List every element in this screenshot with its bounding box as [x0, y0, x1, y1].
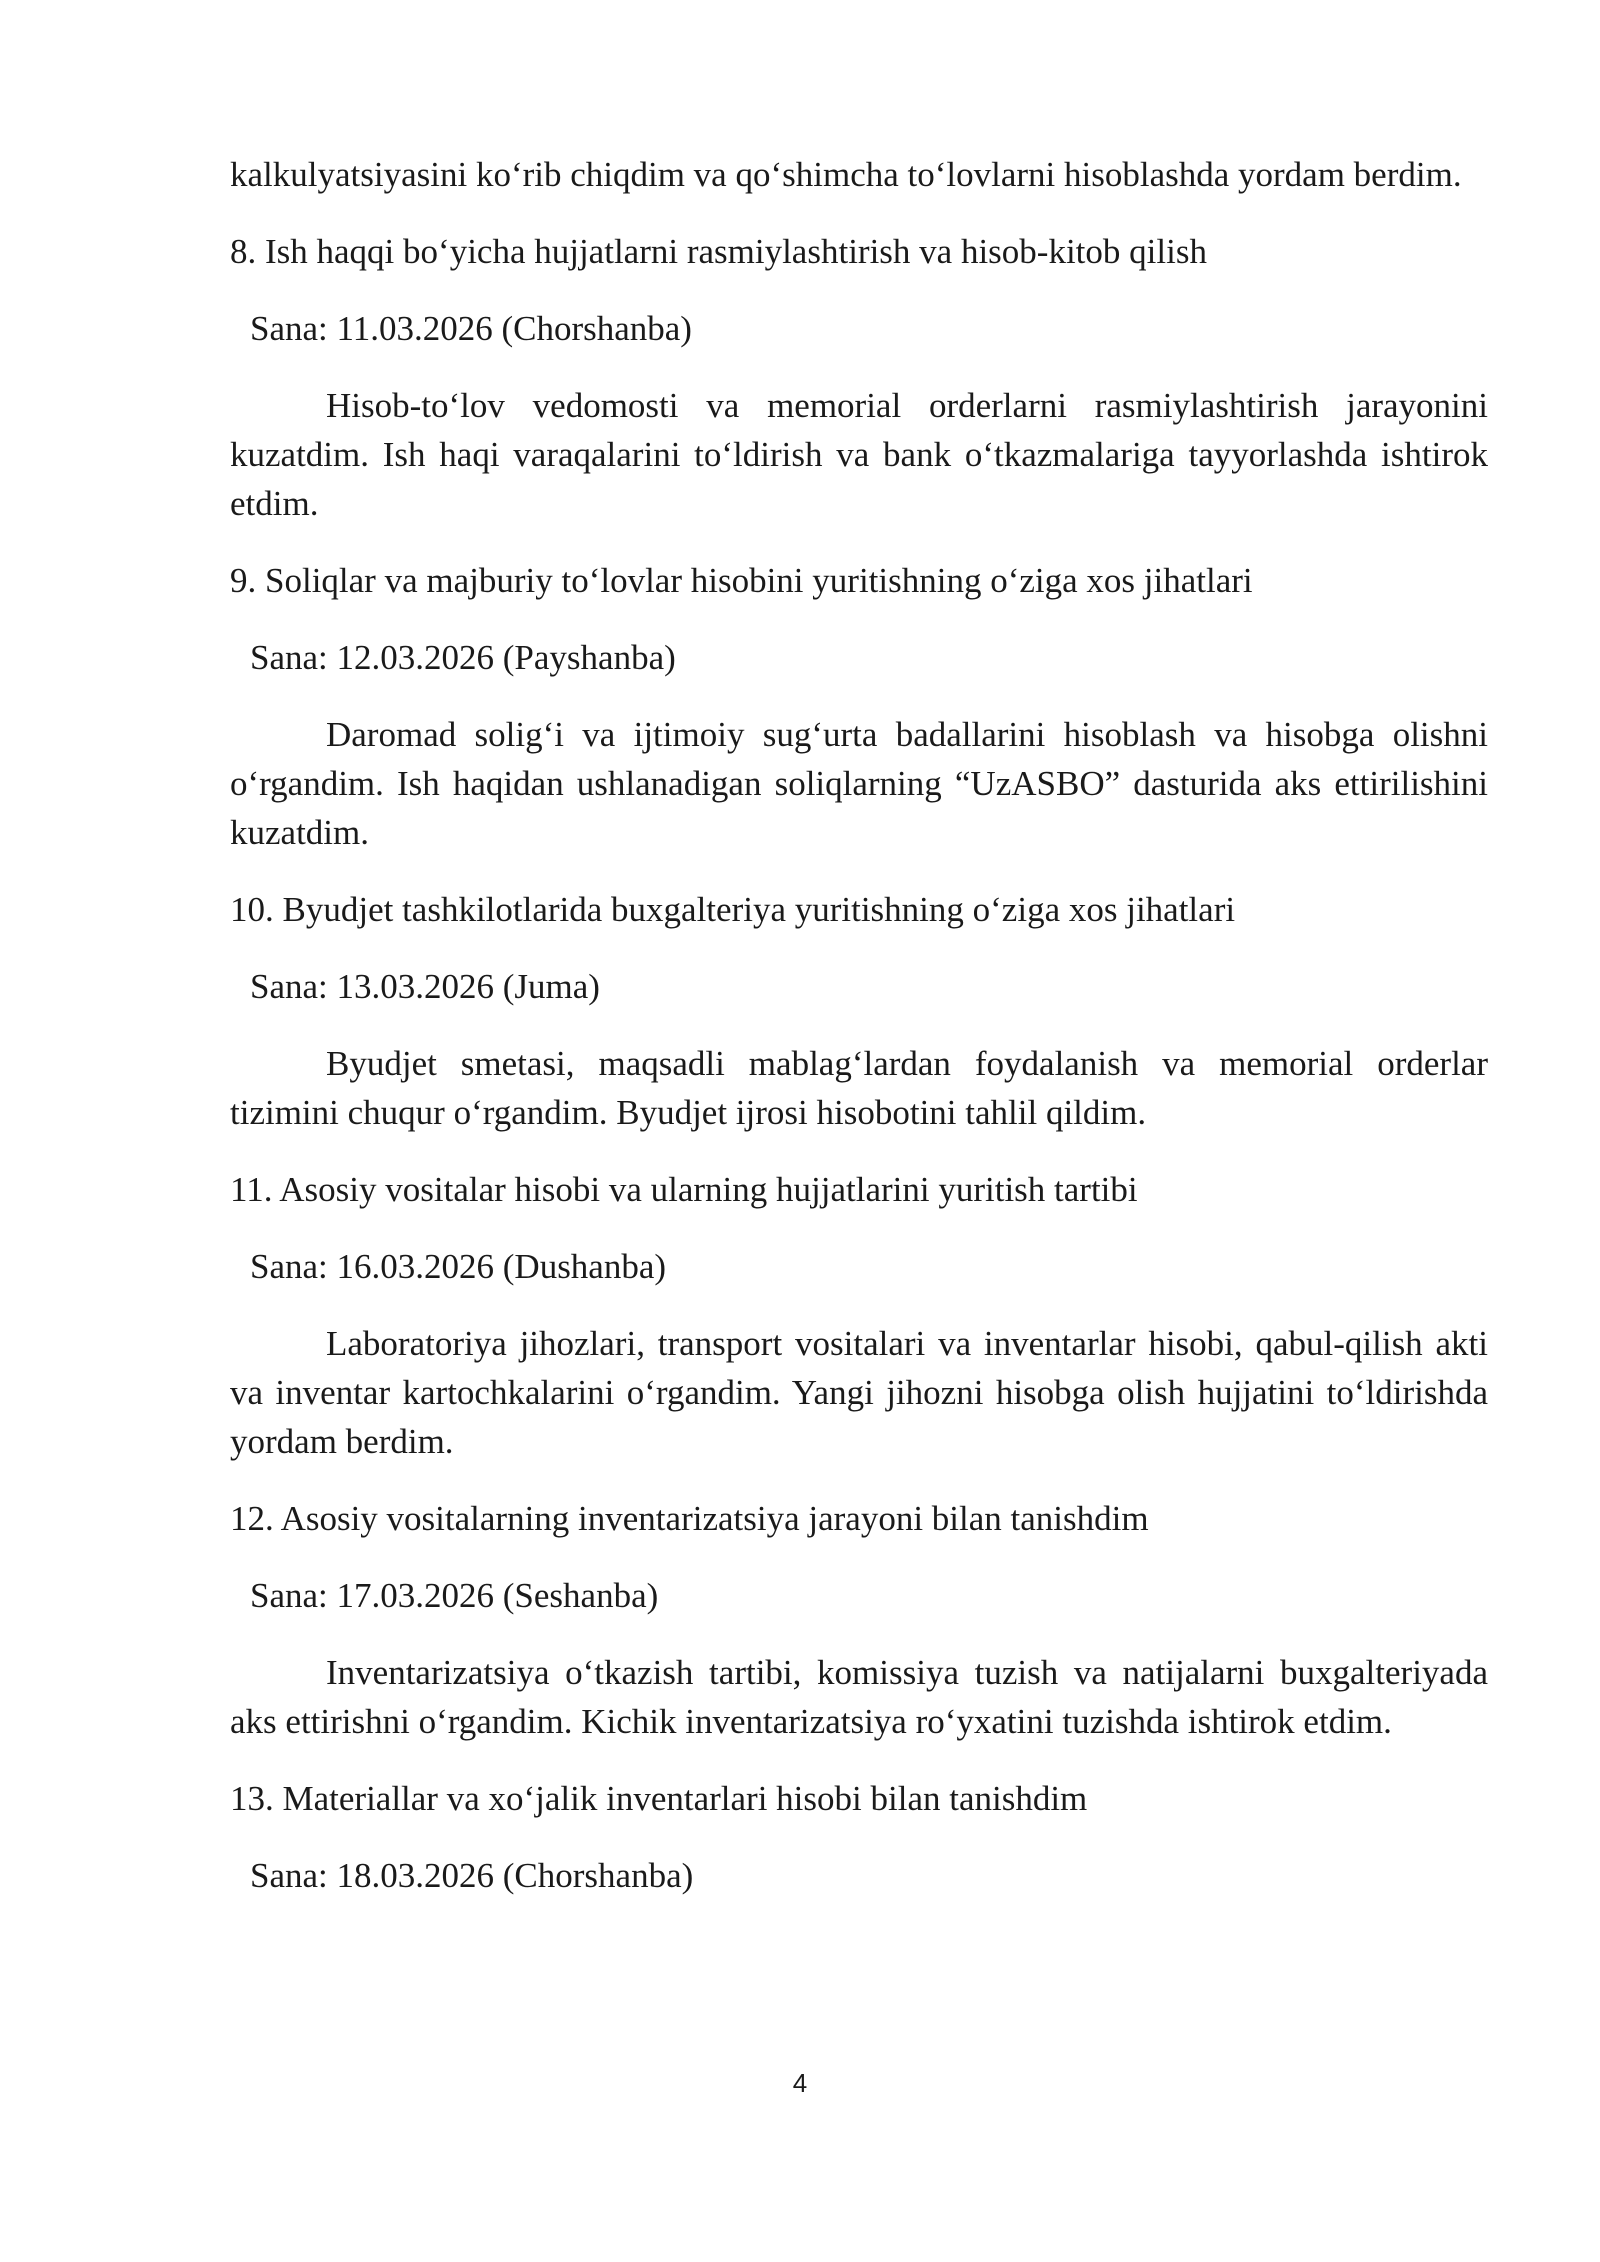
entry-text: Daromad solig‘i va ijtimoiy sug‘urta badallarini hisoblash va hisobga olishni o‘rgandim. Ish haqidan ushlanadigan soliqlarning “UzASBO” dasturida aks ettirilishini kuzatdim.	[230, 715, 1488, 852]
entry-text: Hisob-to‘lov vedomosti va memorial orderlarni rasmiylashtirish jarayonini kuzatdim. Ish haqi varaqalarini to‘ldirish va bank o‘tkazmalariga tayyorlashda ishtirok etdim.	[230, 386, 1488, 523]
entry-heading: 9. Soliqlar va majburiy to‘lovlar hisobini yuritishning o‘ziga xos jihatlari	[230, 561, 1253, 600]
entry-date: Sana: 13.03.2026 (Juma)	[250, 967, 600, 1006]
page-number: 4	[792, 2068, 808, 2098]
entry-heading: 12. Asosiy vositalarning inventarizatsiya jarayoni bilan tanishdim	[230, 1499, 1149, 1538]
entry-10	[230, 885, 1488, 1137]
entry-heading: 8. Ish haqqi bo‘yicha hujjatlarni rasmiylashtirish va hisob-kitob qilish	[230, 232, 1207, 271]
entry-date: Sana: 16.03.2026 (Dushanba)	[250, 1247, 667, 1286]
entry-text: Inventarizatsiya o‘tkazish tartibi, komissiya tuzish va natijalarni buxgalteriyada aks ettirishni o‘rgandim. Kichik inventarizatsiya ro‘yxatini tuzishda ishtirok etdim.	[230, 1653, 1488, 1741]
entry-11	[230, 1165, 1488, 1466]
entry-date: Sana: 11.03.2026 (Chorshanba)	[250, 309, 692, 348]
entry-date: Sana: 18.03.2026 (Chorshanba)	[250, 1856, 694, 1895]
entry-12	[230, 1494, 1488, 1746]
entry-heading: 11. Asosiy vositalar hisobi va ularning hujjatlarini yuritish tartibi	[230, 1170, 1138, 1209]
entry-date: Sana: 17.03.2026 (Seshanba)	[250, 1576, 659, 1615]
entry-13	[230, 1774, 1488, 1900]
entry-9	[230, 556, 1488, 857]
entry-text: Laboratoriya jihozlari, transport vositalari va inventarlar hisobi, qabul-qilish akti va inventar kartochkalarini o‘rgandim. Yangi jihozni hisobga olish hujjatini to‘ldirishda yordam berdim.	[230, 1324, 1488, 1461]
entry-heading: 13. Materiallar va xo‘jalik inventarlari hisobi bilan tanishdim	[230, 1779, 1088, 1818]
entry-text: Byudjet smetasi, maqsadli mablag‘lardan foydalanish va memorial orderlar tizimini chuqur o‘rgandim. Byudjet ijrosi hisobotini tahlil qildim.	[230, 1044, 1488, 1132]
entry-8	[230, 227, 1488, 528]
entry-heading: 10. Byudjet tashkilotlarida buxgalteriya yuritishning o‘ziga xos jihatlari	[230, 890, 1236, 929]
intro-paragraph: kalkulyatsiyasini ko‘rib chiqdim va qo‘shimcha to‘lovlarni hisoblashda yordam berdim.	[230, 155, 1462, 194]
document-page	[230, 150, 1488, 1928]
entry-date: Sana: 12.03.2026 (Payshanba)	[250, 638, 676, 677]
